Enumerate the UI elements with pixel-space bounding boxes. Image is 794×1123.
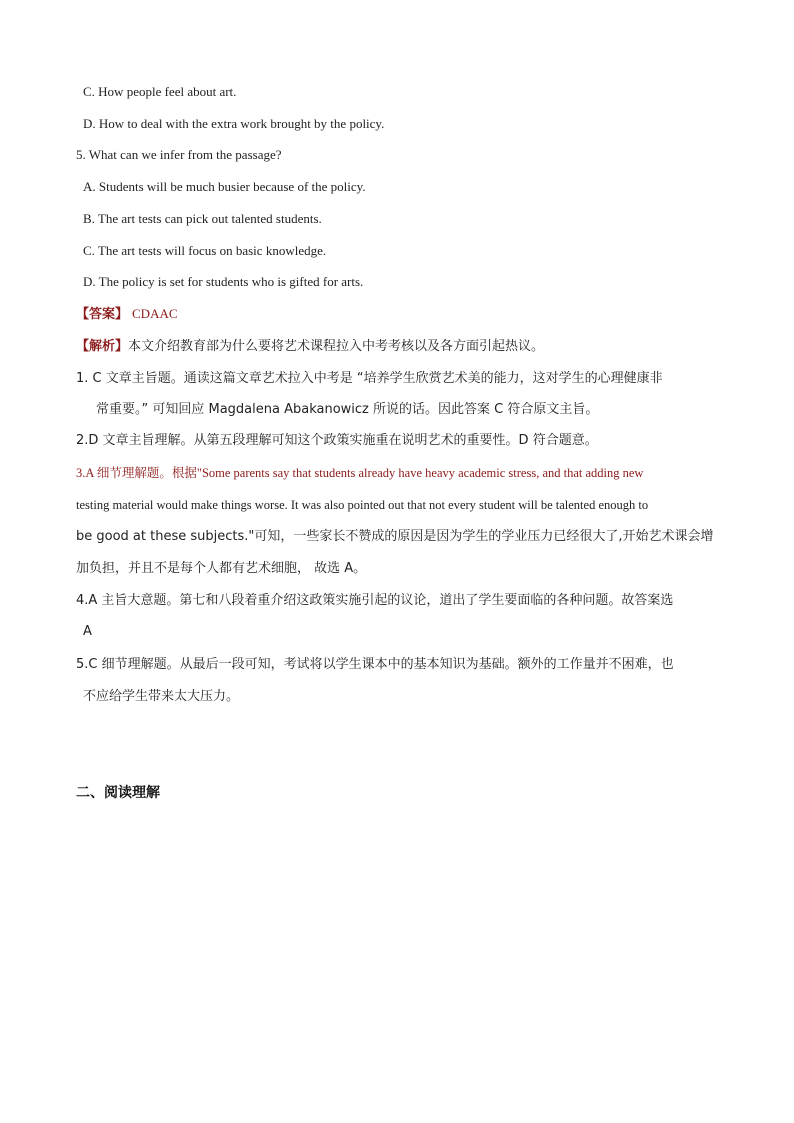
analysis-label: 【解析】 bbox=[76, 339, 129, 354]
answer-value: CDAAC bbox=[132, 306, 178, 321]
section-title: 二、阅读理解 bbox=[76, 785, 160, 801]
analysis-line-4: 3.A 细节理解题。根据"Some parents say that students already have heavy academic stress, and that adding new bbox=[76, 466, 644, 480]
analysis-intro: 本文介绍教育部为什么要将艺术课程拉入中考考核以及各方面引起热议。 bbox=[128, 339, 545, 354]
analysis-line-9: A bbox=[83, 624, 92, 639]
analysis-intro-line bbox=[76, 337, 544, 356]
analysis-line-8: 4.A 主旨大意题。第七和八段着重介绍这政策实施引起的议论，道出了学生要面临的各种问题。故答案选 bbox=[76, 593, 674, 608]
analysis-line-2: 常重要。” 可知回应 Magdalena Abakanowicz 所说的话。因此答案 C 符合原文主旨。 bbox=[96, 402, 599, 417]
analysis-line-3: 2.D 文章主旨理解。从第五段理解可知这个政策实施重在说明艺术的重要性。D 符合题意。 bbox=[76, 433, 598, 448]
option-5d: D. The policy is set for students who is gifted for arts. bbox=[83, 274, 364, 289]
option-5c: C. The art tests will focus on basic knowledge. bbox=[83, 243, 327, 258]
option-4c: C. How people feel about art. bbox=[83, 84, 237, 99]
analysis-line-5: testing material would make things worse. It was also pointed out that not every student will be talented enough to bbox=[76, 498, 649, 512]
option-5a: A. Students will be much busier because of the policy. bbox=[83, 179, 366, 194]
analysis-line-10: 5.C 细节理解题。从最后一段可知，考试将以学生课本中的基本知识为基础。额外的工作量并不困难，也 bbox=[76, 657, 674, 672]
option-4d: D. How to deal with the extra work brought by the policy. bbox=[83, 116, 385, 131]
analysis-line-1: 1. C 文章主旨题。通读这篇文章艺术拉入中考是 “培养学生欣赏艺术美的能力，这对学生的心理健康非 bbox=[76, 371, 663, 386]
answer-label: 【答案】 bbox=[76, 307, 129, 322]
option-5b: B. The art tests can pick out talented students. bbox=[83, 211, 322, 226]
analysis-line-6: be good at these subjects."可知，一些家长不赞成的原因是因为学生的学业压力已经很大了,开始艺术课会增 bbox=[76, 529, 714, 544]
question-5-stem: 5. What can we infer from the passage? bbox=[76, 147, 282, 162]
analysis-line-11: 不应给学生带来太大压力。 bbox=[83, 689, 240, 704]
analysis-line-7: 加负担，并且不是每个人都有艺术细胞， 故选 A。 bbox=[76, 561, 367, 576]
answer-line bbox=[76, 305, 178, 324]
